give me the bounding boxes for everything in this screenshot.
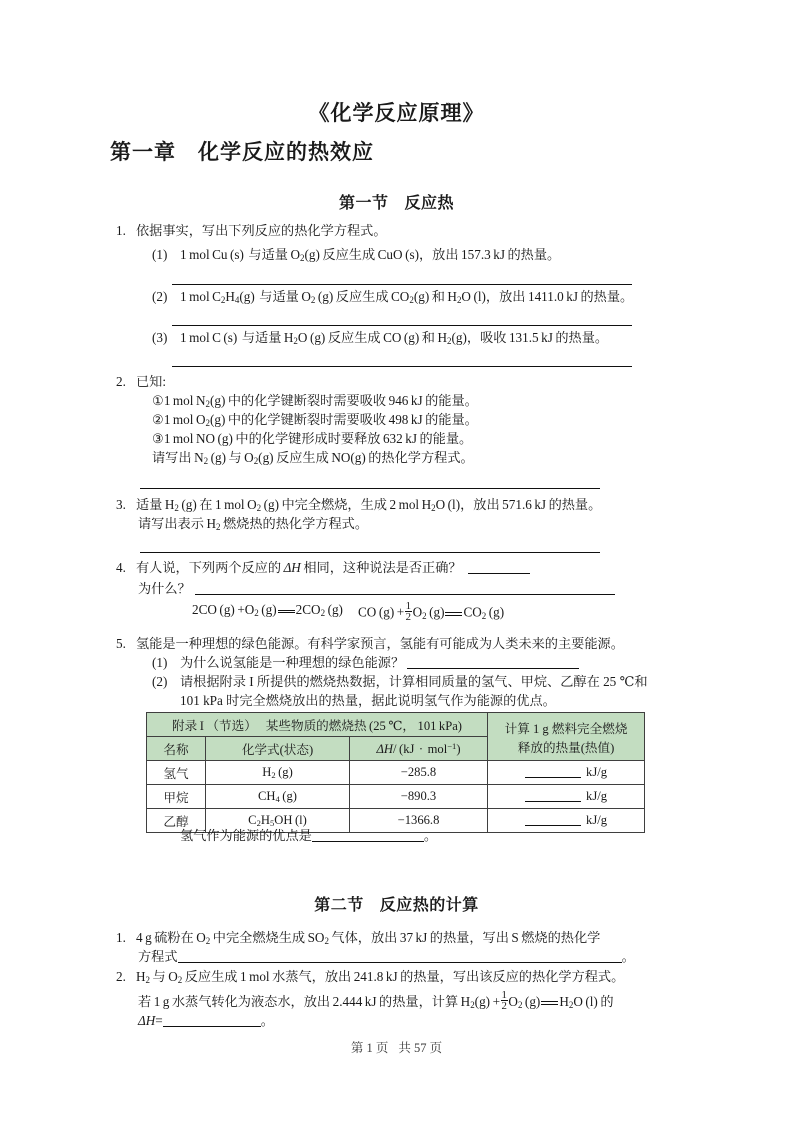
question-1-item-1: (1) 1 mol Cu (s) 与适量 $O_2(g)$ 反应生成 CuO (s)，放出 157.3 kJ 的热量。 [152,247,561,264]
row-2-name: 乙醇 [147,809,206,833]
table-title-left [147,713,488,737]
answer-blank-heat-value-1[interactable] [525,789,581,802]
table-row [147,761,645,785]
question-2-stem: 2. 已知: [116,374,167,389]
question-5-closing [180,827,437,845]
table-col-name: 名称 [147,737,206,761]
question-4-equation-right: CO (g) + $\frac{1}{2}$ $O_2$ (g) $CO_2$ (g) [358,599,505,624]
question-5-stem: 5. 氢能是一种理想的绿色能源。有科学家预言，氢能有可能成为人类未来的主要能源。 [116,636,624,651]
answer-rule-q1-1[interactable] [172,284,632,285]
row-2-heat-value [488,809,645,833]
fraction-one-half: $\frac{1}{2}$ [405,599,412,624]
question-1-item-2: (2) 1 mol $C_2H_4(g)$ 与适量 $O_2$ (g) 反应生成 $CO_2(g)$ 和 $H_2O$ (l)，放出 1411.0 kJ 的热量。 [152,289,634,306]
answer-blank-q5-closing[interactable] [312,829,424,842]
q5-item2-text-2: 101 kPa 时完全燃烧放出的热量，据此说明氢气作为能源的优点。 [180,693,556,708]
row-1-unit: kJ/g [586,789,608,803]
answer-blank-s2q1[interactable] [178,950,622,963]
row-1-heat-value [488,785,645,809]
row-1-enthalpy: −890.3 [350,785,488,809]
table-title-left-text: 附录 I （节选） 某些物质的燃烧热 (25 ℃， 101 kPa) [172,719,462,733]
s2q2-label-3: ΔH= [138,1013,163,1028]
footer-total-pages: 共 57 页 [398,1041,443,1055]
double-bond-equals-icon [277,604,296,617]
question-4-line-2 [138,580,615,598]
q1-item1-text: 1 mol Cu (s) 与适量 $O_2(g)$ 反应生成 CuO (s)，放出 157.3 kJ 的热量。 [180,247,561,264]
table-title-right [488,713,645,761]
row-2-enthalpy: −1366.8 [350,809,488,833]
s2q2-end: 。 [260,1013,274,1028]
page-footer [0,1038,793,1056]
question-2-item-4 [152,449,474,467]
q2-item4-text: 请写出 $N_2$ (g) 与 $O_2(g)$ 反应生成 NO(g) 的热化学方程式。 [152,450,474,467]
answer-blank-q4-correct[interactable] [468,561,530,574]
q3-text-1: 适量 $H_2$ (g) 在 1 mol $O_2$ (g) 中完全燃烧，生成 2 mol $H_2O$ (l)，放出 571.6 kJ 的热量。 [136,497,602,514]
answer-rule-q3[interactable] [140,552,600,553]
q1-item2-text: 1 mol $C_2H_4(g)$ 与适量 $O_2$ (g) 反应生成 $CO_2(g)$ 和 $H_2O$ (l)，放出 1411.0 kJ 的热量。 [180,289,634,306]
answer-rule-q2[interactable] [140,488,600,489]
section-heading-1 [0,190,793,213]
s2q2-text-2: 若 1 g 水蒸气转化为液态水，放出 2.444 kJ 的热量，计算 $H_2(g)$ + $\frac{1}{2}$ $O_2$ (g) $H_2O$ (l) 的 [138,988,614,1013]
combustion-heat-table [146,712,645,833]
s2-question-2-line-3 [138,1012,274,1030]
double-bond-equals-icon [540,996,559,1009]
question-4-line-1: 4. 有人说，下列两个反应的 ΔH 相同，这种说法是否正确？ [116,559,530,577]
s2-question-1-line-1: 1. 4 g 硫粉在 $O_2$ 中完全燃烧生成 $SO_2$ 气体，放出 37 kJ 的热量，写出 S 燃烧的热化学 [116,930,601,947]
fraction-one-half: $\frac{1}{2}$ [501,988,507,1013]
s2q1-label-2: 方程式 [138,949,178,964]
s2-question-1-line-2 [138,948,635,966]
question-2-item-3: ③1 mol NO (g) 中的化学键形成时要释放 632 kJ 的能量。 [152,431,473,446]
answer-blank-q5-1[interactable] [407,656,579,669]
q2-item2-text: 1 mol $O_2(g)$ 中的化学键断裂时需要吸收 498 kJ 的能量。 [163,412,478,429]
question-4-equation-left: 2CO $(g) +O_2$ (g) $2CO_2$ (g) [192,602,343,619]
row-0-unit: kJ/g [586,765,608,779]
row-0-enthalpy: −285.8 [350,761,488,785]
q4-text-2: 为什么？ [138,581,191,596]
question-3-line-1: 3. 适量 $H_2$ (g) 在 1 mol $O_2$ (g) 中完全燃烧，生成 2 mol $H_2O$ (l)，放出 571.6 kJ 的热量。 [116,497,602,514]
answer-rule-q1-2[interactable] [172,325,632,326]
q2-item1-text: 1 mol $N_2(g)$ 中的化学键断裂时需要吸收 946 kJ 的能量。 [163,393,478,410]
question-5-item-2-line-1: (2) 请根据附录 I 所提供的燃烧热数据，计算相同质量的氢气、甲烷、乙醇在 25 ℃和 [152,674,648,689]
s2q2-text-1: $H_2$ 与 $O_2$ 反应生成 1 mol 水蒸气，放出 241.8 kJ 的热量，写出该反应的热化学方程式。 [136,969,625,986]
s2q1-end: 。 [621,949,635,964]
section-1-number: 第一节 [338,193,389,212]
chapter-heading [110,136,374,166]
q1-item3-text: 1 mol C (s) 与适量 $H_2O$ (g) 反应生成 CO (g) 和 $H_2(g)$，吸收 131.5 kJ 的热量。 [180,330,609,347]
question-5-item-1: (1) 为什么说氢能是一种理想的绿色能源？ [152,654,579,672]
q2-item3-text: 1 mol NO (g) 中的化学键形成时要释放 632 kJ 的能量。 [163,431,473,446]
section-2-number: 第二节 [314,895,364,914]
table-col-enthalpy: ΔH/ (kJ · mol$^{-1}$) [350,737,488,761]
section-heading-2 [0,892,793,915]
q3-text-2: 请写出表示 $H_2$ 燃烧热的热化学方程式。 [138,516,369,533]
table-row [147,785,645,809]
row-0-formula: $H_2$ (g) [206,761,350,785]
s2q1-text-1: 4 g 硫粉在 $O_2$ 中完全燃烧生成 $SO_2$ 气体，放出 37 kJ 的热量，写出 S 燃烧的热化学 [136,930,601,947]
footer-current-page: 第 1 页 [350,1041,389,1055]
question-3-line-2 [138,515,368,533]
table-title-right-line1: 计算 1 g 燃料完全燃烧 [504,721,628,736]
table-header-row-title [147,713,645,737]
row-2-formula: $C_2H_5OH$ (l) [206,809,350,833]
row-2-unit: kJ/g [586,813,608,827]
s2-question-2-line-2 [138,990,614,1013]
question-1-stem: 1. 依据事实，写出下列反应的热化学方程式。 [116,223,387,238]
double-bond-equals-icon [444,607,463,620]
row-1-formula: $CH_4$ (g) [206,785,350,809]
answer-blank-q4-why[interactable] [195,582,615,595]
q5-item2-text-1: 请根据附录 I 所提供的燃烧热数据，计算相同质量的氢气、甲烷、乙醇在 25 ℃和 [180,674,648,689]
q5-closing-text: 氢气作为能源的优点是 [180,828,312,843]
s2-question-2-line-1: 2. $H_2$ 与 $O_2$ 反应生成 1 mol 水蒸气，放出 241.8 kJ 的热量，写出该反应的热化学方程式。 [116,969,625,986]
question-2-item-2: ②1 mol $O_2(g)$ 中的化学键断裂时需要吸收 498 kJ 的能量。 [152,412,478,429]
answer-blank-heat-value-2[interactable] [525,813,581,826]
page-title: 《化学反应原理》 [308,101,485,125]
answer-rule-q1-3[interactable] [172,366,632,367]
chapter-name: 化学反应的热效应 [198,140,374,164]
question-5-item-2-line-2 [180,692,556,710]
table-col-formula: 化学式(状态) [206,737,350,761]
section-1-name: 反应热 [404,193,455,212]
table-title-right-line2: 释放的热量(热值) [517,740,615,755]
row-1-name: 甲烷 [147,785,206,809]
question-2-item-1: ①1 mol $N_2(g)$ 中的化学键断裂时需要吸收 946 kJ 的能量。 [152,393,478,410]
answer-blank-s2q2-dh[interactable] [163,1014,261,1027]
q5-closing-end: 。 [423,828,438,843]
section-2-name: 反应热的计算 [379,895,479,914]
answer-blank-heat-value-0[interactable] [525,765,581,778]
row-0-name: 氢气 [147,761,206,785]
q5-item1-text: 为什么说氢能是一种理想的绿色能源？ [180,655,405,670]
q4-text-1: 有人说，下列两个反应的 ΔH 相同，这种说法是否正确？ [136,560,462,575]
chapter-number: 第一章 [110,140,176,164]
question-1-item-3: (3) 1 mol C (s) 与适量 $H_2O$ (g) 反应生成 CO (g) 和 $H_2(g)$，吸收 131.5 kJ 的热量。 [152,330,609,347]
row-0-heat-value [488,761,645,785]
